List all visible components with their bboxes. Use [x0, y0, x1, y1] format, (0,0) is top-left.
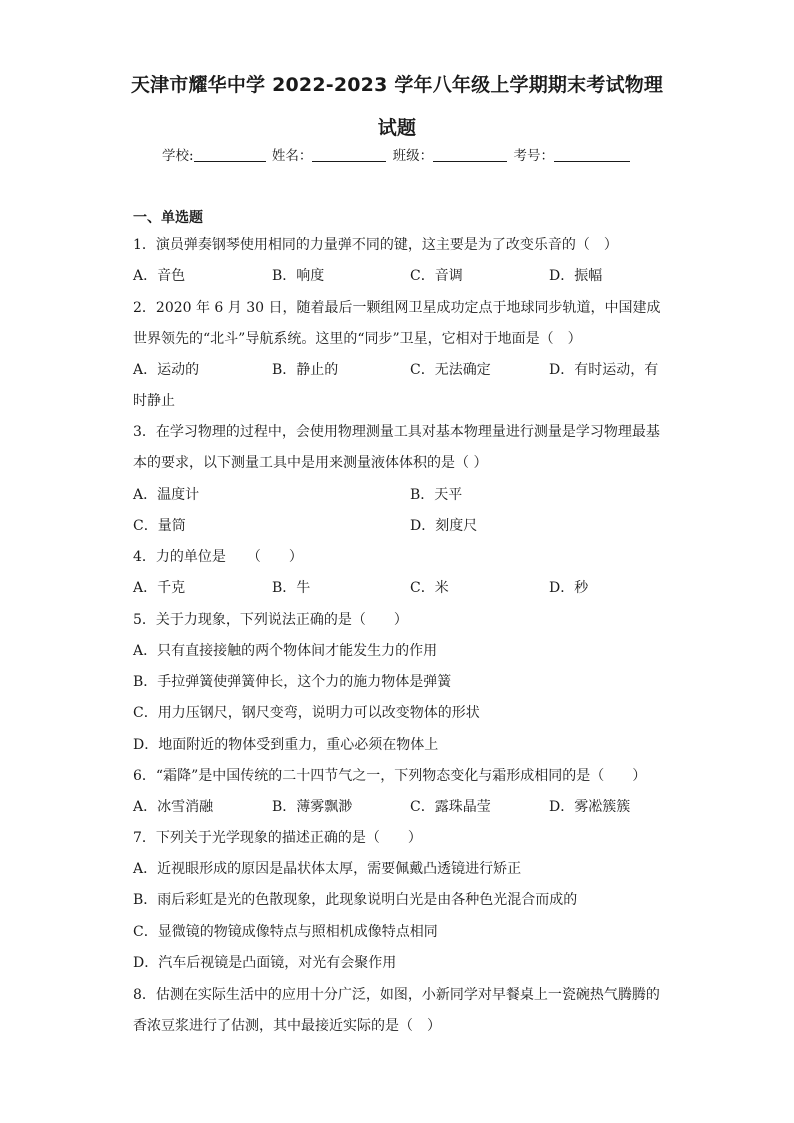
question-3-option-a[interactable]: A．温度计 [133, 487, 200, 503]
exam-title-line-1: 天津市耀华中学 2022-2023 学年八年级上学期期末考试物理 [130, 74, 664, 96]
name-blank[interactable] [312, 147, 386, 162]
question-1-option-d[interactable]: D．振幅 [549, 268, 603, 284]
student-info-row [0, 144, 794, 164]
question-4-option-c[interactable]: C．米 [410, 580, 449, 596]
exam-title-line-2: 试题 [377, 117, 417, 139]
class-label: 班级： [392, 148, 434, 164]
question-6-stem: 6．“霜降”是中国传统的二十四节气之一，下列物态变化与霜形成相同的是（ ） [133, 768, 647, 784]
question-3-option-c[interactable]: C．量筒 [133, 518, 186, 534]
question-5-option-d[interactable]: D．地面附近的物体受到重力，重心必须在物体上 [133, 737, 439, 753]
question-6-option-a[interactable]: A．冰雪消融 [133, 799, 214, 815]
question-1-option-c[interactable]: C．音调 [410, 268, 463, 284]
section-heading: 一、单选题 [133, 210, 203, 226]
question-4-option-d[interactable]: D．秒 [549, 580, 589, 596]
question-7-option-c[interactable]: C．显微镜的物镜成像特点与照相机成像特点相同 [133, 924, 438, 940]
name-label: 姓名： [271, 148, 313, 164]
question-1-option-a[interactable]: A．音色 [133, 268, 186, 284]
question-2-option-d-wrap: 时静止 [133, 393, 175, 409]
question-2-option-b[interactable]: B．静止的 [272, 362, 339, 378]
question-2-option-c[interactable]: C．无法确定 [410, 362, 491, 378]
question-4-option-a[interactable]: A．千克 [133, 580, 186, 596]
question-2-stem-line-2: 世界领先的“北斗”导航系统。这里的“同步”卫星，它相对于地面是（ ） [133, 331, 582, 347]
question-3-option-b[interactable]: B．天平 [410, 487, 463, 503]
question-3-stem-line-2: 本的要求，以下测量工具中是用来测量液体体积的是（ ） [133, 455, 488, 471]
question-5-option-a[interactable]: A．只有直接接触的两个物体间才能发生力的作用 [133, 643, 438, 659]
question-4-option-b[interactable]: B．牛 [272, 580, 311, 596]
question-8-stem-line-2: 香浓豆浆进行了估测，其中最接近实际的是（ ） [133, 1018, 441, 1034]
question-5-stem: 5．关于力现象，下列说法正确的是（ ） [133, 612, 408, 628]
question-6-option-b[interactable]: B．薄雾飘渺 [272, 799, 353, 815]
question-5-option-b[interactable]: B．手拉弹簧使弹簧伸长，这个力的施力物体是弹簧 [133, 674, 452, 690]
question-7-stem: 7．下列关于光学现象的描述正确的是（ ） [133, 830, 422, 846]
school-label: 学校: [162, 148, 194, 164]
question-8-stem-line-1: 8．估测在实际生活中的应用十分广泛，如图，小新同学对早餐桌上一瓷碗热气腾腾的 [133, 987, 660, 1003]
question-1-option-b[interactable]: B．响度 [272, 268, 325, 284]
question-1-stem: 1．演员弹奏钢琴使用相同的力量弹不同的键，这主要是为了改变乐音的（ ） [133, 237, 618, 253]
question-7-option-b[interactable]: B．雨后彩虹是光的色散现象，此现象说明白光是由各种色光混合而成的 [133, 892, 578, 908]
question-6-option-d[interactable]: D．雾凇簇簇 [549, 799, 631, 815]
question-2-option-d[interactable]: D．有时运动，有 [549, 362, 659, 378]
question-2-option-a[interactable]: A．运动的 [133, 362, 200, 378]
number-blank[interactable] [554, 147, 630, 162]
school-blank[interactable] [194, 147, 266, 162]
question-4-stem: 4．力的单位是 （ ） [133, 549, 303, 565]
question-3-stem-line-1: 3．在学习物理的过程中，会使用物理测量工具对基本物理量进行测量是学习物理最基 [133, 424, 660, 440]
class-blank[interactable] [433, 147, 507, 162]
question-6-option-c[interactable]: C．露珠晶莹 [410, 799, 491, 815]
number-label: 考号： [513, 148, 554, 164]
question-7-option-a[interactable]: A．近视眼形成的原因是晶状体太厚，需要佩戴凸透镜进行矫正 [133, 861, 522, 877]
question-3-option-d[interactable]: D．刻度尺 [410, 518, 478, 534]
question-7-option-d[interactable]: D．汽车后视镜是凸面镜，对光有会聚作用 [133, 955, 397, 971]
question-5-option-c[interactable]: C．用力压钢尺，钢尺变弯，说明力可以改变物体的形状 [133, 705, 480, 721]
question-2-stem-line-1: 2．2020 年 6 月 30 日，随着最后一颗组网卫星成功定点于地球同步轨道，中国建成 [133, 300, 661, 316]
